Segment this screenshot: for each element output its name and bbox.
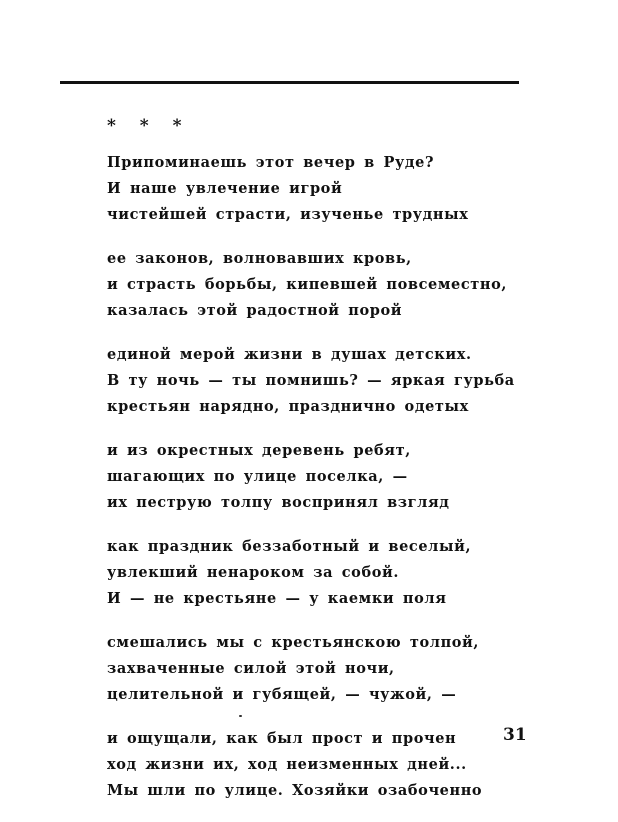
poem-line: ее законов, волновавших кровь, xyxy=(107,250,412,267)
stanza-7 xyxy=(107,726,527,804)
poem-line: единой мерой жизни в душах детских. xyxy=(107,346,472,363)
poem-line: целительной и губящей, — чужой, — xyxy=(107,686,457,703)
poem-line: шагающих по улице поселка, — xyxy=(107,468,408,485)
stanza-1 xyxy=(107,150,527,228)
stanza-5 xyxy=(107,534,527,612)
stanza-2 xyxy=(107,246,527,324)
poem-line: как праздник беззаботный и веселый, xyxy=(107,538,472,555)
stanza-4 xyxy=(107,438,527,516)
poem-line: казалась этой радостной порой xyxy=(107,302,403,319)
section-asterisks: * * * xyxy=(107,116,191,136)
poem-line: Мы шли по улице. Хозяйки озабоченно xyxy=(107,782,483,799)
poem-line: чистейшей страсти, изученье трудных xyxy=(107,206,469,223)
poem-line: смешались мы с крестьянскою толпой, xyxy=(107,634,480,651)
top-rule xyxy=(60,81,519,84)
poem-line: В ту ночь — ты помнишь? — яркая гурьба xyxy=(107,372,515,389)
poem-line: их пеструю толпу воспринял взгляд xyxy=(107,494,450,511)
poem-line: И — не крестьяне — у каемки поля xyxy=(107,590,447,607)
poem-line: крестьян нарядно, празднично одетых xyxy=(107,398,469,415)
poem-line: увлекший ненароком за собой. xyxy=(107,564,400,581)
poem-line: захваченные силой этой ночи, xyxy=(107,660,395,677)
poem-text xyxy=(107,150,527,822)
poem-line: ход жизни их, ход неизменных дней... xyxy=(107,756,467,773)
stanza-3 xyxy=(107,342,527,420)
poem-line: и из окрестных деревень ребят, xyxy=(107,442,411,459)
stanza-6 xyxy=(107,630,527,708)
poem-line: Припоминаешь этот вечер в Руде? xyxy=(107,154,435,171)
page-number: 31 xyxy=(503,725,527,745)
print-speck xyxy=(239,715,242,717)
poem-line: И наше увлечение игрой xyxy=(107,180,343,197)
poem-line: и страсть борьбы, кипевшей повсеместно, xyxy=(107,276,508,293)
poem-line: и ощущали, как был прост и прочен xyxy=(107,730,457,747)
